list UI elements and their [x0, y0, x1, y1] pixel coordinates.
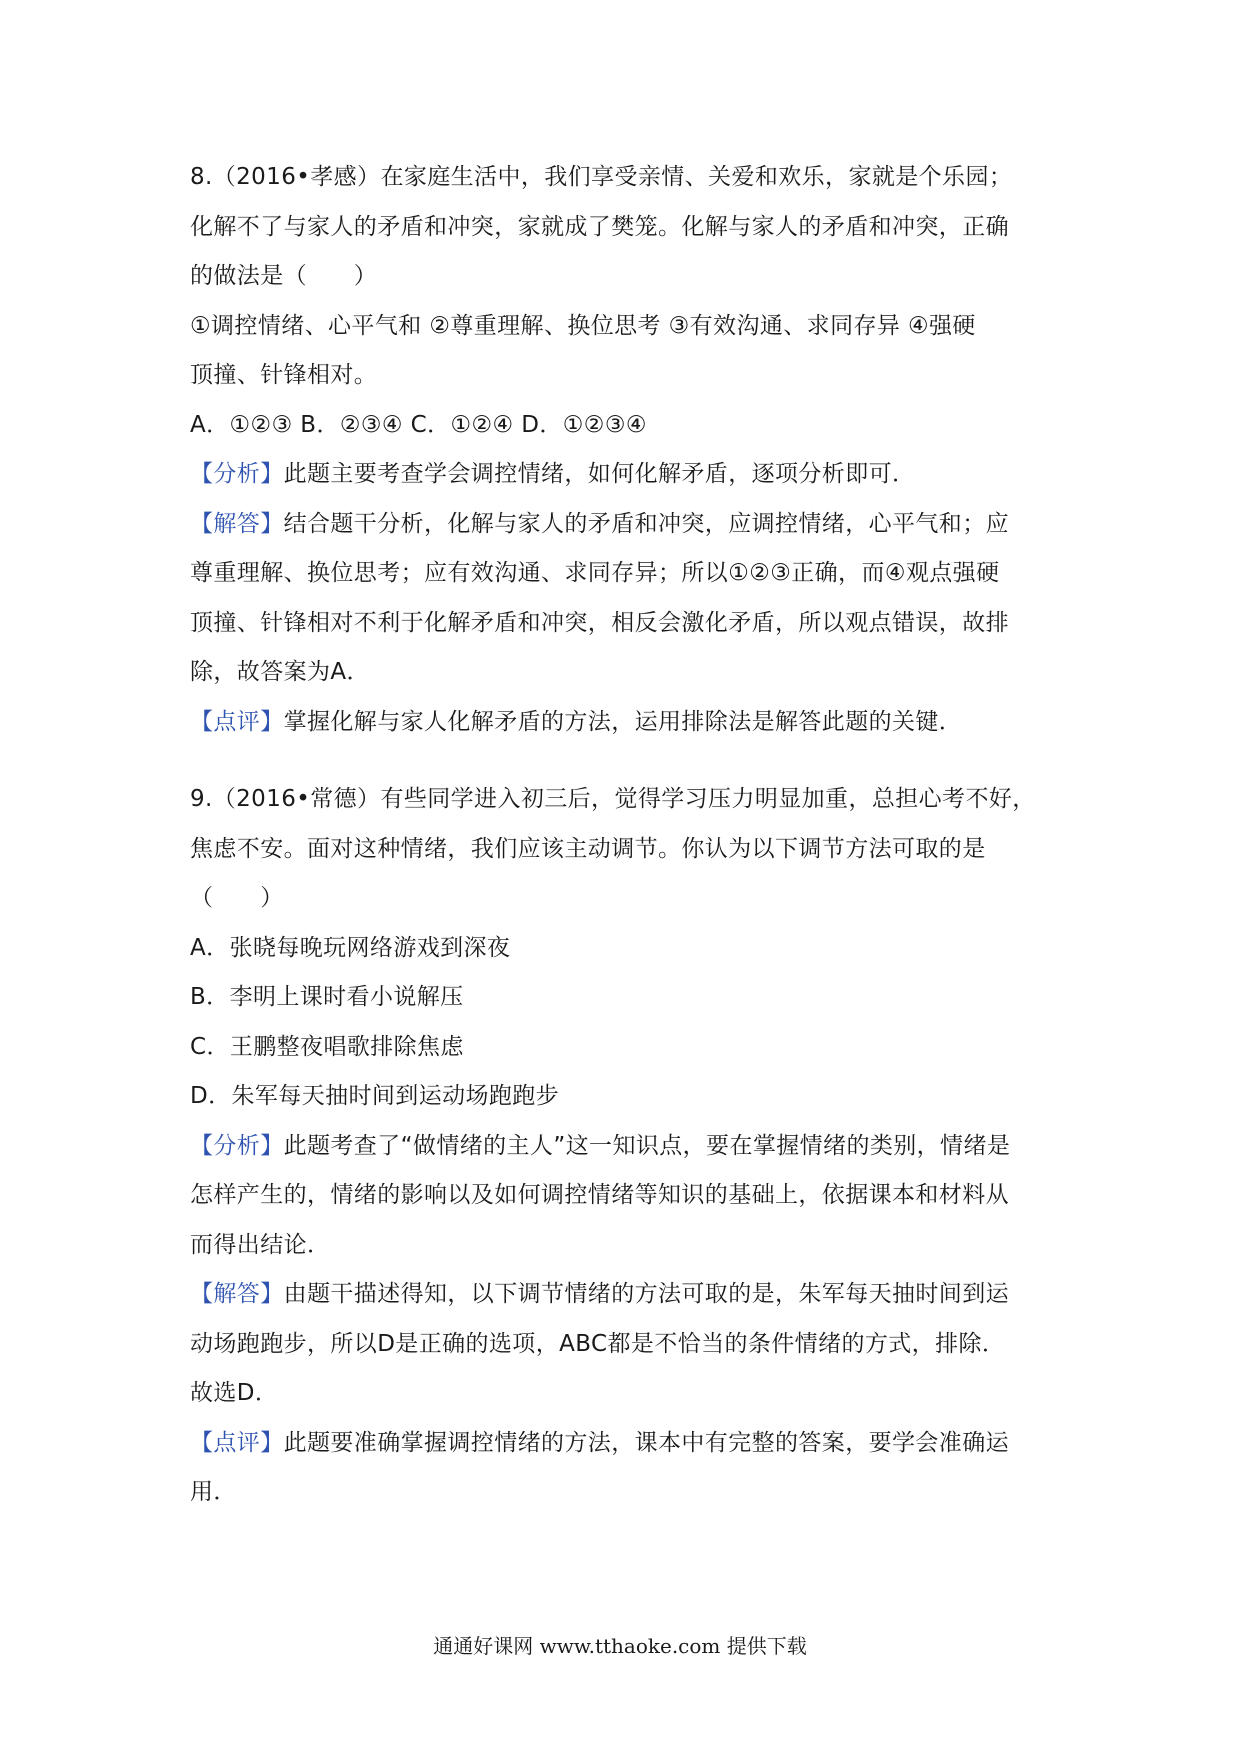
question-stem-line: 焦虑不安。面对这种情绪，我们应该主动调节。你认为以下调节方法可取的是 — [190, 835, 986, 862]
solution-tag: 【解答】 — [190, 1281, 284, 1307]
comment-section — [190, 1419, 1060, 1469]
answer-option-d: D．朱军每天抽时间到运动场跑跑步 — [190, 1083, 560, 1109]
analysis-tag: 【分析】 — [190, 461, 284, 487]
question-statements-line: ①调控情绪、心平气和 ②尊重理解、换位思考 ③有效沟通、求同存异 ④强硬 — [190, 312, 976, 339]
answer-option-a: A．张晓每晚玩网络游戏到深夜 — [190, 934, 511, 961]
question-statements-line: 顶撞、针锋相对。 — [190, 362, 378, 388]
solution-text-line: 除，故答案为A． — [190, 659, 370, 685]
comment-tag: 【点评】 — [190, 1429, 284, 1456]
question-stem-line: 的做法是（ ） — [190, 263, 378, 289]
page-footer: 通通好课网 www.tthaoke.com 提供下载 — [433, 1634, 807, 1658]
analysis-text: 此题主要考查学会调控情绪，如何化解矛盾，逐项分析即可． — [283, 461, 916, 487]
analysis-text-line: 而得出结论． — [190, 1231, 331, 1258]
question-8 — [190, 153, 1060, 747]
answer-options: A．①②③ B．②③④ C．①②④ D．①②③④ — [190, 411, 647, 438]
solution-text-line: 动场跑跑步，所以D是正确的选项，ABC都是不恰当的条件情绪的方式，排除． — [190, 1330, 1006, 1357]
analysis-tag: 【分析】 — [190, 1132, 284, 1159]
answer-option-c: C．王鹏整夜唱歌排除焦虑 — [190, 1033, 464, 1060]
analysis-section — [190, 450, 1060, 500]
question-stem-line: 8.（2016•孝感）在家庭生活中，我们享受亲情、关爱和欢乐，家就是个乐园； — [190, 164, 1013, 190]
comment-text: 此题要准确掌握调控情绪的方法，课本中有完整的答案，要学会准确运 — [283, 1429, 1010, 1456]
analysis-text-line: 怎样产生的，情绪的影响以及如何调控情绪等知识的基础上，依据课本和材料从 — [190, 1182, 1009, 1208]
solution-text: 结合题干分析，化解与家人的矛盾和冲突，应调控情绪，心平气和；应 — [283, 510, 1010, 537]
solution-section — [190, 500, 1060, 550]
question-stem-line: 9.（2016•常德）有些同学进入初三后，觉得学习压力明显加重，总担心考不好， — [190, 786, 1036, 812]
comment-tag: 【点评】 — [190, 708, 284, 735]
solution-text: 由题干描述得知，以下调节情绪的方法可取的是，朱军每天抽时间到运 — [283, 1281, 1010, 1307]
comment-section — [190, 698, 1060, 748]
question-9 — [190, 775, 1060, 1518]
question-stem-line: （ ） — [190, 885, 284, 911]
question-stem-line: 化解不了与家人的矛盾和冲突，家就成了樊笼。化解与家人的矛盾和冲突，正确 — [190, 213, 1009, 240]
analysis-text: 此题考查了“做情绪的主人”这一知识点，要在掌握情绪的类别，情绪是 — [283, 1132, 1011, 1159]
analysis-section — [190, 1122, 1060, 1172]
comment-text: 掌握化解与家人化解矛盾的方法，运用排除法是解答此题的关键． — [283, 708, 963, 735]
solution-text-line: 故选D． — [190, 1380, 279, 1406]
solution-section — [190, 1270, 1060, 1320]
solution-text-line: 顶撞、针锋相对不利于化解矛盾和冲突，相反会激化矛盾，所以观点错误，故排 — [190, 609, 1009, 636]
comment-text-line: 用． — [190, 1479, 237, 1505]
solution-text-line: 尊重理解、换位思考；应有效沟通、求同存异；所以①②③正确，而④观点强硬 — [190, 560, 1000, 586]
answer-option-b: B．李明上课时看小说解压 — [190, 984, 464, 1010]
solution-tag: 【解答】 — [190, 510, 284, 537]
